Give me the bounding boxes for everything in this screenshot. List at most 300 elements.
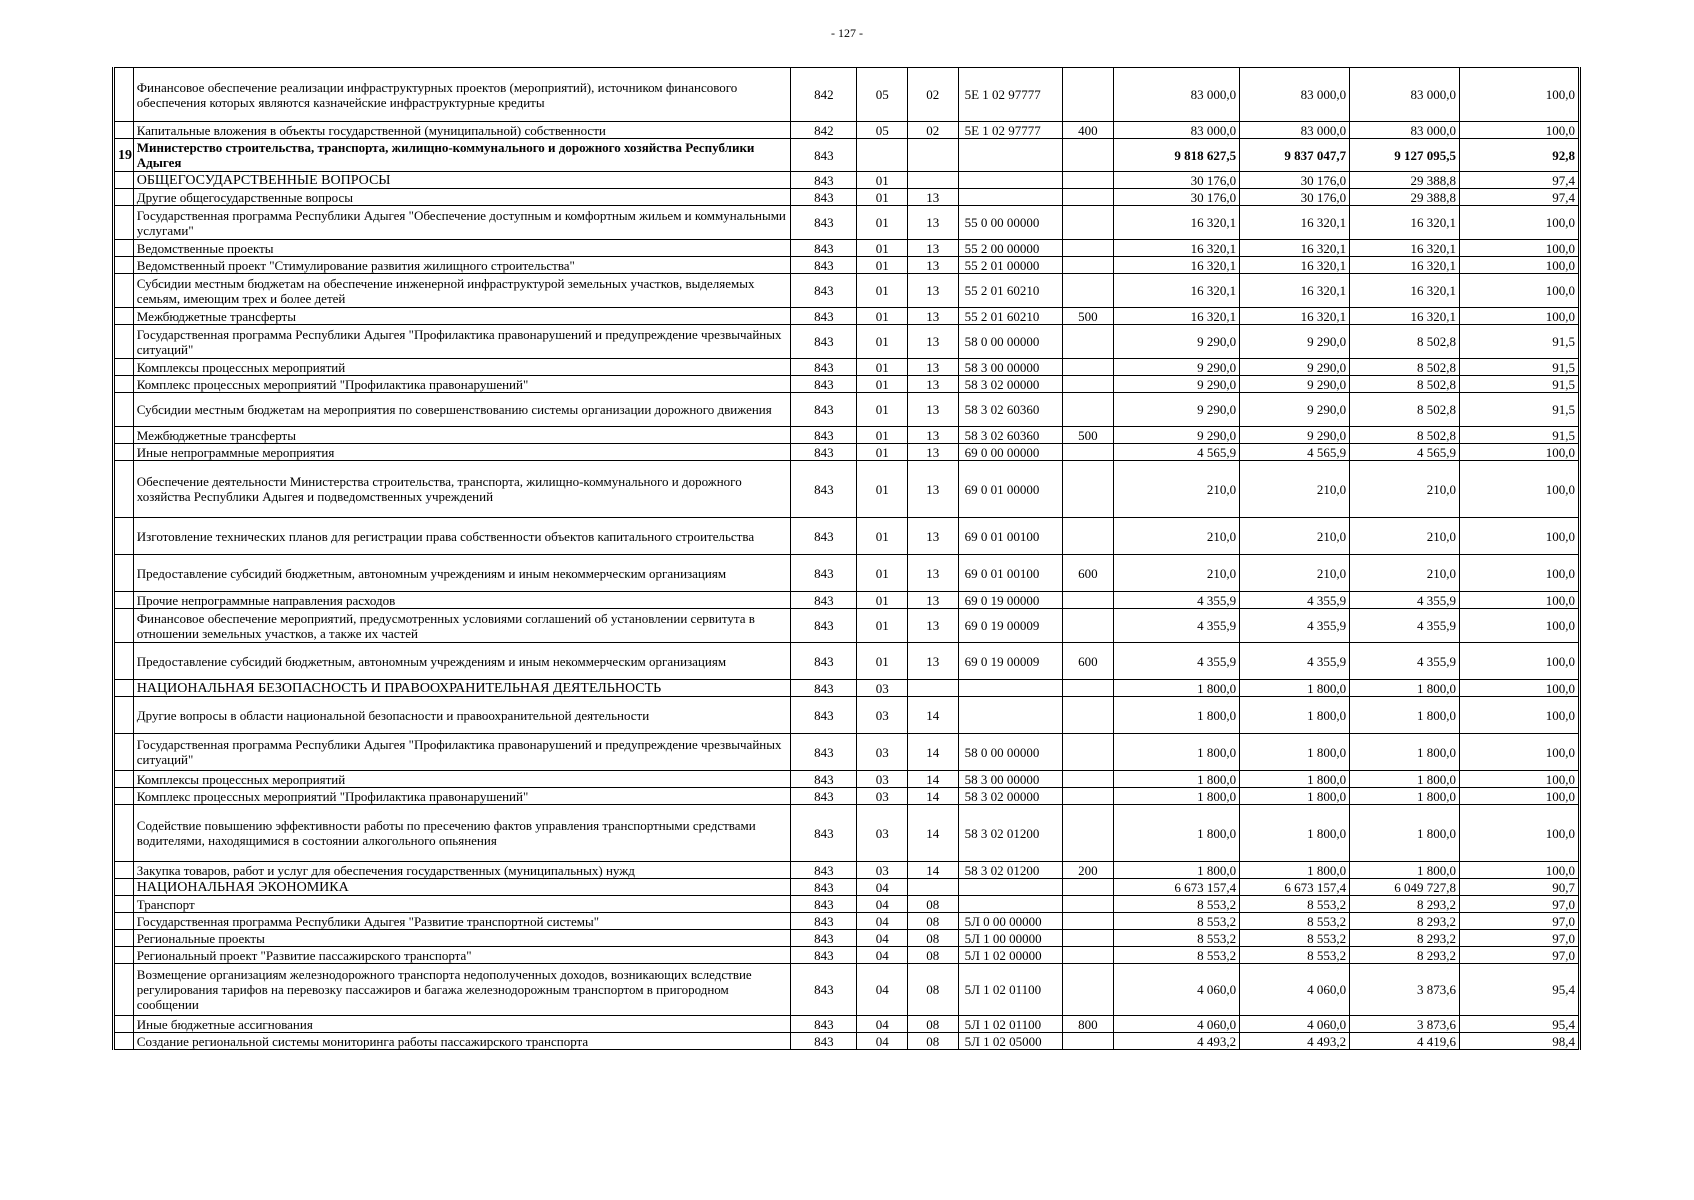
- table-row: [114, 771, 1580, 788]
- cell-expense-type: [1063, 896, 1114, 913]
- cell-ministry-code: 843: [791, 643, 857, 680]
- cell-section: 03: [857, 734, 908, 771]
- cell-amount-refined: 9 290,0: [1240, 393, 1350, 427]
- cell-name: НАЦИОНАЛЬНАЯ ЭКОНОМИКА: [133, 879, 791, 896]
- cell-target-article: 58 3 02 60360: [958, 427, 1062, 444]
- cell-amount-refined: 4 355,9: [1240, 643, 1350, 680]
- table-row: [114, 68, 1580, 122]
- cell-name: ОБЩЕГОСУДАРСТВЕННЫЕ ВОПРОСЫ: [133, 172, 791, 189]
- cell-ministry-code: 843: [791, 896, 857, 913]
- cell-amount-executed: 4 565,9: [1350, 444, 1460, 461]
- cell-amount-refined: 4 060,0: [1240, 1016, 1350, 1033]
- cell-amount-executed: 83 000,0: [1350, 122, 1460, 139]
- cell-amount-executed: 4 355,9: [1350, 592, 1460, 609]
- table-row: [114, 308, 1580, 325]
- cell-section: 01: [857, 240, 908, 257]
- table-row: [114, 359, 1580, 376]
- cell-name: Создание региональной системы мониторинга работы пассажирского транспорта: [133, 1033, 791, 1050]
- cell-name: Комплексы процессных мероприятий: [133, 771, 791, 788]
- cell-expense-type: [1063, 805, 1114, 862]
- cell-amount-executed: 29 388,8: [1350, 189, 1460, 206]
- cell-amount-executed: 8 502,8: [1350, 376, 1460, 393]
- cell-ministry-code: 843: [791, 930, 857, 947]
- cell-expense-type: [1063, 444, 1114, 461]
- cell-amount-approved: 16 320,1: [1113, 257, 1239, 274]
- cell-ministry-code: 843: [791, 805, 857, 862]
- cell-target-article: 5Е 1 02 97777: [958, 68, 1062, 122]
- cell-amount-executed: 8 293,2: [1350, 930, 1460, 947]
- cell-expense-type: [1063, 734, 1114, 771]
- table-row: [114, 274, 1580, 308]
- cell-ministry-code: 843: [791, 734, 857, 771]
- cell-section: 01: [857, 376, 908, 393]
- cell-name: Другие общегосударственные вопросы: [133, 189, 791, 206]
- cell-amount-approved: 210,0: [1113, 518, 1239, 555]
- cell-index: [114, 771, 134, 788]
- cell-ministry-code: 843: [791, 879, 857, 896]
- cell-subsection: 08: [908, 930, 959, 947]
- cell-ministry-code: 843: [791, 964, 857, 1016]
- cell-section: 01: [857, 393, 908, 427]
- cell-ministry-code: 843: [791, 139, 857, 172]
- cell-amount-refined: 4 060,0: [1240, 964, 1350, 1016]
- cell-target-article: 55 2 01 00000: [958, 257, 1062, 274]
- cell-percent: 100,0: [1460, 592, 1580, 609]
- cell-section: 01: [857, 592, 908, 609]
- cell-name: Комплекс процессных мероприятий "Профилактика правонарушений": [133, 788, 791, 805]
- cell-subsection: 14: [908, 771, 959, 788]
- cell-subsection: 13: [908, 308, 959, 325]
- cell-name: Иные непрограммные мероприятия: [133, 444, 791, 461]
- cell-target-article: 69 0 00 00000: [958, 444, 1062, 461]
- cell-amount-refined: 4 565,9: [1240, 444, 1350, 461]
- cell-subsection: 13: [908, 427, 959, 444]
- cell-name: НАЦИОНАЛЬНАЯ БЕЗОПАСНОСТЬ И ПРАВООХРАНИТЕЛЬНАЯ ДЕЯТЕЛЬНОСТЬ: [133, 680, 791, 697]
- cell-subsection: 13: [908, 325, 959, 359]
- cell-section: 04: [857, 930, 908, 947]
- cell-index: [114, 913, 134, 930]
- cell-target-article: 58 3 02 01200: [958, 805, 1062, 862]
- cell-index: [114, 325, 134, 359]
- cell-expense-type: [1063, 788, 1114, 805]
- cell-amount-refined: 9 290,0: [1240, 325, 1350, 359]
- table-row: [114, 172, 1580, 189]
- cell-subsection: 02: [908, 122, 959, 139]
- cell-ministry-code: 843: [791, 444, 857, 461]
- cell-index: [114, 555, 134, 592]
- cell-expense-type: [1063, 879, 1114, 896]
- cell-amount-refined: 9 837 047,7: [1240, 139, 1350, 172]
- cell-ministry-code: 843: [791, 771, 857, 788]
- cell-ministry-code: 843: [791, 274, 857, 308]
- cell-section: 01: [857, 555, 908, 592]
- cell-ministry-code: 843: [791, 189, 857, 206]
- cell-amount-approved: 4 355,9: [1113, 609, 1239, 643]
- cell-ministry-code: 843: [791, 308, 857, 325]
- cell-target-article: 55 2 01 60210: [958, 274, 1062, 308]
- cell-expense-type: [1063, 518, 1114, 555]
- cell-subsection: 14: [908, 734, 959, 771]
- cell-expense-type: [1063, 609, 1114, 643]
- cell-percent: 91,5: [1460, 325, 1580, 359]
- cell-percent: 97,4: [1460, 172, 1580, 189]
- cell-amount-refined: 210,0: [1240, 555, 1350, 592]
- cell-section: 01: [857, 325, 908, 359]
- cell-name: Межбюджетные трансферты: [133, 427, 791, 444]
- cell-subsection: 13: [908, 257, 959, 274]
- cell-percent: 100,0: [1460, 609, 1580, 643]
- cell-name: Региональные проекты: [133, 930, 791, 947]
- cell-subsection: 13: [908, 643, 959, 680]
- cell-name: Государственная программа Республики Адыгея "Профилактика правонарушений и предупреждение чрезвычайных ситуаций": [133, 325, 791, 359]
- cell-name: Государственная программа Республики Адыгея "Развитие транспортной системы": [133, 913, 791, 930]
- cell-amount-executed: 1 800,0: [1350, 680, 1460, 697]
- cell-percent: 100,0: [1460, 862, 1580, 879]
- cell-amount-refined: 4 355,9: [1240, 609, 1350, 643]
- cell-name: Ведомственный проект "Стимулирование развития жилищного строительства": [133, 257, 791, 274]
- cell-subsection: 13: [908, 461, 959, 518]
- cell-amount-approved: 30 176,0: [1113, 189, 1239, 206]
- cell-ministry-code: 843: [791, 206, 857, 240]
- cell-name: Субсидии местным бюджетам на мероприятия по совершенствованию системы организации дорожного движения: [133, 393, 791, 427]
- cell-percent: 100,0: [1460, 206, 1580, 240]
- cell-amount-approved: 9 290,0: [1113, 376, 1239, 393]
- cell-expense-type: [1063, 913, 1114, 930]
- table-row: [114, 257, 1580, 274]
- cell-percent: 97,0: [1460, 930, 1580, 947]
- cell-name: Закупка товаров, работ и услуг для обеспечения государственных (муниципальных) нужд: [133, 862, 791, 879]
- cell-ministry-code: 843: [791, 947, 857, 964]
- table-row: [114, 1033, 1580, 1050]
- cell-amount-approved: 1 800,0: [1113, 680, 1239, 697]
- cell-name: Финансовое обеспечение мероприятий, предусмотренных условиями соглашений об установлении сервитута в отношении земельных участков, а также их частей: [133, 609, 791, 643]
- cell-target-article: [958, 172, 1062, 189]
- cell-amount-executed: 9 127 095,5: [1350, 139, 1460, 172]
- cell-expense-type: 600: [1063, 643, 1114, 680]
- cell-expense-type: [1063, 172, 1114, 189]
- cell-ministry-code: 843: [791, 913, 857, 930]
- table-row: [114, 680, 1580, 697]
- cell-name: Финансовое обеспечение реализации инфраструктурных проектов (мероприятий), источником финансового обеспечения которых являются казначейские инфраструктурные кредиты: [133, 68, 791, 122]
- cell-expense-type: 500: [1063, 308, 1114, 325]
- table-body: [114, 68, 1580, 1050]
- cell-expense-type: [1063, 274, 1114, 308]
- cell-name: Капитальные вложения в объекты государственной (муниципальной) собственности: [133, 122, 791, 139]
- cell-percent: 100,0: [1460, 308, 1580, 325]
- cell-section: 01: [857, 206, 908, 240]
- cell-subsection: [908, 879, 959, 896]
- cell-index: [114, 206, 134, 240]
- cell-index: [114, 947, 134, 964]
- cell-subsection: 13: [908, 393, 959, 427]
- cell-section: 03: [857, 771, 908, 788]
- cell-amount-executed: 8 502,8: [1350, 427, 1460, 444]
- cell-target-article: [958, 697, 1062, 734]
- cell-amount-refined: 83 000,0: [1240, 122, 1350, 139]
- cell-name: Государственная программа Республики Адыгея "Профилактика правонарушений и предупреждение чрезвычайных ситуаций": [133, 734, 791, 771]
- cell-amount-executed: 16 320,1: [1350, 257, 1460, 274]
- cell-section: 04: [857, 1033, 908, 1050]
- cell-amount-executed: 1 800,0: [1350, 771, 1460, 788]
- cell-index: [114, 862, 134, 879]
- table-row: [114, 427, 1580, 444]
- cell-percent: 95,4: [1460, 1016, 1580, 1033]
- cell-percent: 100,0: [1460, 274, 1580, 308]
- cell-amount-refined: 1 800,0: [1240, 771, 1350, 788]
- cell-section: 04: [857, 913, 908, 930]
- cell-amount-refined: 210,0: [1240, 461, 1350, 518]
- cell-amount-executed: 4 355,9: [1350, 643, 1460, 680]
- cell-amount-executed: 1 800,0: [1350, 734, 1460, 771]
- cell-amount-executed: 16 320,1: [1350, 308, 1460, 325]
- cell-section: 04: [857, 896, 908, 913]
- cell-amount-refined: 4 493,2: [1240, 1033, 1350, 1050]
- cell-amount-refined: 83 000,0: [1240, 68, 1350, 122]
- cell-amount-executed: 16 320,1: [1350, 274, 1460, 308]
- cell-subsection: 14: [908, 862, 959, 879]
- cell-amount-approved: 1 800,0: [1113, 734, 1239, 771]
- cell-percent: 97,0: [1460, 913, 1580, 930]
- cell-amount-executed: 1 800,0: [1350, 805, 1460, 862]
- cell-amount-approved: 9 290,0: [1113, 325, 1239, 359]
- cell-section: 04: [857, 947, 908, 964]
- cell-percent: 100,0: [1460, 68, 1580, 122]
- table-row: [114, 913, 1580, 930]
- cell-index: [114, 393, 134, 427]
- cell-amount-approved: 4 355,9: [1113, 592, 1239, 609]
- cell-target-article: 58 0 00 00000: [958, 325, 1062, 359]
- cell-index: [114, 805, 134, 862]
- table-row: [114, 592, 1580, 609]
- table-row: [114, 189, 1580, 206]
- cell-amount-executed: 210,0: [1350, 555, 1460, 592]
- table-row: [114, 240, 1580, 257]
- cell-name: Предоставление субсидий бюджетным, автономным учреждениям и иным некоммерческим организациям: [133, 643, 791, 680]
- cell-subsection: [908, 172, 959, 189]
- cell-amount-refined: 16 320,1: [1240, 308, 1350, 325]
- cell-amount-approved: 1 800,0: [1113, 771, 1239, 788]
- cell-subsection: 13: [908, 518, 959, 555]
- cell-index: [114, 122, 134, 139]
- cell-subsection: 13: [908, 376, 959, 393]
- cell-subsection: 08: [908, 1016, 959, 1033]
- cell-amount-executed: 3 873,6: [1350, 1016, 1460, 1033]
- cell-percent: 100,0: [1460, 771, 1580, 788]
- cell-target-article: 69 0 19 00009: [958, 643, 1062, 680]
- cell-target-article: 5Л 1 02 01100: [958, 1016, 1062, 1033]
- cell-expense-type: [1063, 68, 1114, 122]
- cell-amount-approved: 1 800,0: [1113, 862, 1239, 879]
- cell-target-article: 69 0 19 00000: [958, 592, 1062, 609]
- cell-ministry-code: 843: [791, 240, 857, 257]
- cell-amount-refined: 9 290,0: [1240, 359, 1350, 376]
- table-row: [114, 376, 1580, 393]
- cell-target-article: 5Л 0 00 00000: [958, 913, 1062, 930]
- table-row: [114, 734, 1580, 771]
- cell-index: [114, 240, 134, 257]
- cell-percent: 91,5: [1460, 427, 1580, 444]
- cell-expense-type: 200: [1063, 862, 1114, 879]
- cell-ministry-code: 843: [791, 680, 857, 697]
- table-row: [114, 555, 1580, 592]
- cell-percent: 100,0: [1460, 518, 1580, 555]
- cell-name: Иные бюджетные ассигнования: [133, 1016, 791, 1033]
- cell-target-article: [958, 139, 1062, 172]
- cell-amount-refined: 4 355,9: [1240, 592, 1350, 609]
- table-row: [114, 206, 1580, 240]
- cell-ministry-code: 842: [791, 122, 857, 139]
- cell-subsection: [908, 680, 959, 697]
- cell-amount-approved: 16 320,1: [1113, 308, 1239, 325]
- cell-amount-approved: 4 493,2: [1113, 1033, 1239, 1050]
- cell-index: [114, 274, 134, 308]
- cell-subsection: 08: [908, 964, 959, 1016]
- cell-index: [114, 879, 134, 896]
- cell-ministry-code: 842: [791, 68, 857, 122]
- cell-target-article: 58 3 02 00000: [958, 376, 1062, 393]
- cell-section: 01: [857, 427, 908, 444]
- cell-amount-refined: 8 553,2: [1240, 930, 1350, 947]
- cell-amount-executed: 3 873,6: [1350, 964, 1460, 1016]
- cell-ministry-code: 843: [791, 555, 857, 592]
- cell-ministry-code: 843: [791, 325, 857, 359]
- cell-target-article: 69 0 19 00009: [958, 609, 1062, 643]
- cell-index: [114, 308, 134, 325]
- cell-section: 01: [857, 461, 908, 518]
- cell-ministry-code: 843: [791, 359, 857, 376]
- cell-index: [114, 257, 134, 274]
- cell-ministry-code: 843: [791, 788, 857, 805]
- cell-target-article: 5Л 1 00 00000: [958, 930, 1062, 947]
- cell-amount-executed: 8 293,2: [1350, 896, 1460, 913]
- table-row: [114, 896, 1580, 913]
- table-row: [114, 444, 1580, 461]
- cell-target-article: 69 0 01 00100: [958, 518, 1062, 555]
- cell-ministry-code: 843: [791, 1016, 857, 1033]
- cell-percent: 98,4: [1460, 1033, 1580, 1050]
- cell-index: 19: [114, 139, 134, 172]
- table-row: [114, 879, 1580, 896]
- cell-section: 03: [857, 788, 908, 805]
- cell-ministry-code: 843: [791, 393, 857, 427]
- cell-expense-type: [1063, 697, 1114, 734]
- cell-percent: 97,0: [1460, 896, 1580, 913]
- table-row: [114, 964, 1580, 1016]
- cell-amount-approved: 4 355,9: [1113, 643, 1239, 680]
- cell-index: [114, 359, 134, 376]
- cell-amount-approved: 83 000,0: [1113, 68, 1239, 122]
- cell-index: [114, 376, 134, 393]
- cell-target-article: 58 3 02 60360: [958, 393, 1062, 427]
- cell-percent: 100,0: [1460, 680, 1580, 697]
- cell-expense-type: [1063, 376, 1114, 393]
- cell-amount-executed: 8 293,2: [1350, 947, 1460, 964]
- cell-section: 04: [857, 1016, 908, 1033]
- cell-section: 01: [857, 189, 908, 206]
- cell-amount-executed: 210,0: [1350, 461, 1460, 518]
- table-row: [114, 930, 1580, 947]
- cell-target-article: 58 3 02 01200: [958, 862, 1062, 879]
- cell-subsection: 13: [908, 444, 959, 461]
- cell-amount-refined: 9 290,0: [1240, 427, 1350, 444]
- cell-expense-type: [1063, 771, 1114, 788]
- cell-percent: 100,0: [1460, 734, 1580, 771]
- cell-name: Предоставление субсидий бюджетным, автономным учреждениям и иным некоммерческим организациям: [133, 555, 791, 592]
- cell-index: [114, 734, 134, 771]
- table-row: [114, 1016, 1580, 1033]
- table-row: [114, 947, 1580, 964]
- cell-amount-refined: 6 673 157,4: [1240, 879, 1350, 896]
- cell-name: Региональный проект "Развитие пассажирского транспорта": [133, 947, 791, 964]
- cell-amount-executed: 210,0: [1350, 518, 1460, 555]
- cell-index: [114, 518, 134, 555]
- cell-amount-refined: 8 553,2: [1240, 913, 1350, 930]
- cell-subsection: [908, 139, 959, 172]
- cell-amount-refined: 30 176,0: [1240, 189, 1350, 206]
- cell-percent: 100,0: [1460, 257, 1580, 274]
- cell-target-article: [958, 879, 1062, 896]
- cell-section: 03: [857, 805, 908, 862]
- cell-percent: 100,0: [1460, 643, 1580, 680]
- cell-index: [114, 444, 134, 461]
- cell-expense-type: [1063, 930, 1114, 947]
- cell-amount-executed: 8 502,8: [1350, 325, 1460, 359]
- cell-section: 01: [857, 444, 908, 461]
- cell-amount-executed: 6 049 727,8: [1350, 879, 1460, 896]
- cell-amount-executed: 1 800,0: [1350, 697, 1460, 734]
- cell-amount-refined: 1 800,0: [1240, 805, 1350, 862]
- cell-amount-refined: 16 320,1: [1240, 257, 1350, 274]
- cell-amount-approved: 4 565,9: [1113, 444, 1239, 461]
- cell-subsection: 14: [908, 805, 959, 862]
- table-row: [114, 139, 1580, 172]
- cell-ministry-code: 843: [791, 257, 857, 274]
- cell-target-article: 58 3 00 00000: [958, 771, 1062, 788]
- cell-expense-type: 800: [1063, 1016, 1114, 1033]
- cell-percent: 100,0: [1460, 122, 1580, 139]
- cell-amount-executed: 83 000,0: [1350, 68, 1460, 122]
- cell-amount-refined: 210,0: [1240, 518, 1350, 555]
- cell-amount-approved: 30 176,0: [1113, 172, 1239, 189]
- cell-section: 04: [857, 879, 908, 896]
- cell-index: [114, 1033, 134, 1050]
- cell-target-article: [958, 680, 1062, 697]
- cell-percent: 100,0: [1460, 240, 1580, 257]
- cell-ministry-code: 843: [791, 376, 857, 393]
- cell-amount-approved: 4 060,0: [1113, 964, 1239, 1016]
- cell-amount-executed: 4 419,6: [1350, 1033, 1460, 1050]
- cell-name: Министерство строительства, транспорта, жилищно-коммунального и дорожного хозяйства Республики Адыгея: [133, 139, 791, 172]
- cell-amount-approved: 8 553,2: [1113, 930, 1239, 947]
- cell-ministry-code: 843: [791, 172, 857, 189]
- cell-name: Другие вопросы в области национальной безопасности и правоохранительной деятельности: [133, 697, 791, 734]
- cell-percent: 91,5: [1460, 393, 1580, 427]
- cell-amount-executed: 8 502,8: [1350, 359, 1460, 376]
- cell-target-article: 55 2 00 00000: [958, 240, 1062, 257]
- cell-percent: 92,8: [1460, 139, 1580, 172]
- cell-name: Транспорт: [133, 896, 791, 913]
- cell-section: [857, 139, 908, 172]
- cell-amount-refined: 16 320,1: [1240, 274, 1350, 308]
- cell-name: Субсидии местным бюджетам на обеспечение инженерной инфраструктурой земельных участков, выделяемых семьям, имеющим трех и более детей: [133, 274, 791, 308]
- cell-ministry-code: 843: [791, 1033, 857, 1050]
- cell-target-article: 5Л 1 02 05000: [958, 1033, 1062, 1050]
- cell-percent: 100,0: [1460, 555, 1580, 592]
- table-row: [114, 518, 1580, 555]
- cell-expense-type: [1063, 592, 1114, 609]
- cell-amount-approved: 1 800,0: [1113, 788, 1239, 805]
- cell-index: [114, 592, 134, 609]
